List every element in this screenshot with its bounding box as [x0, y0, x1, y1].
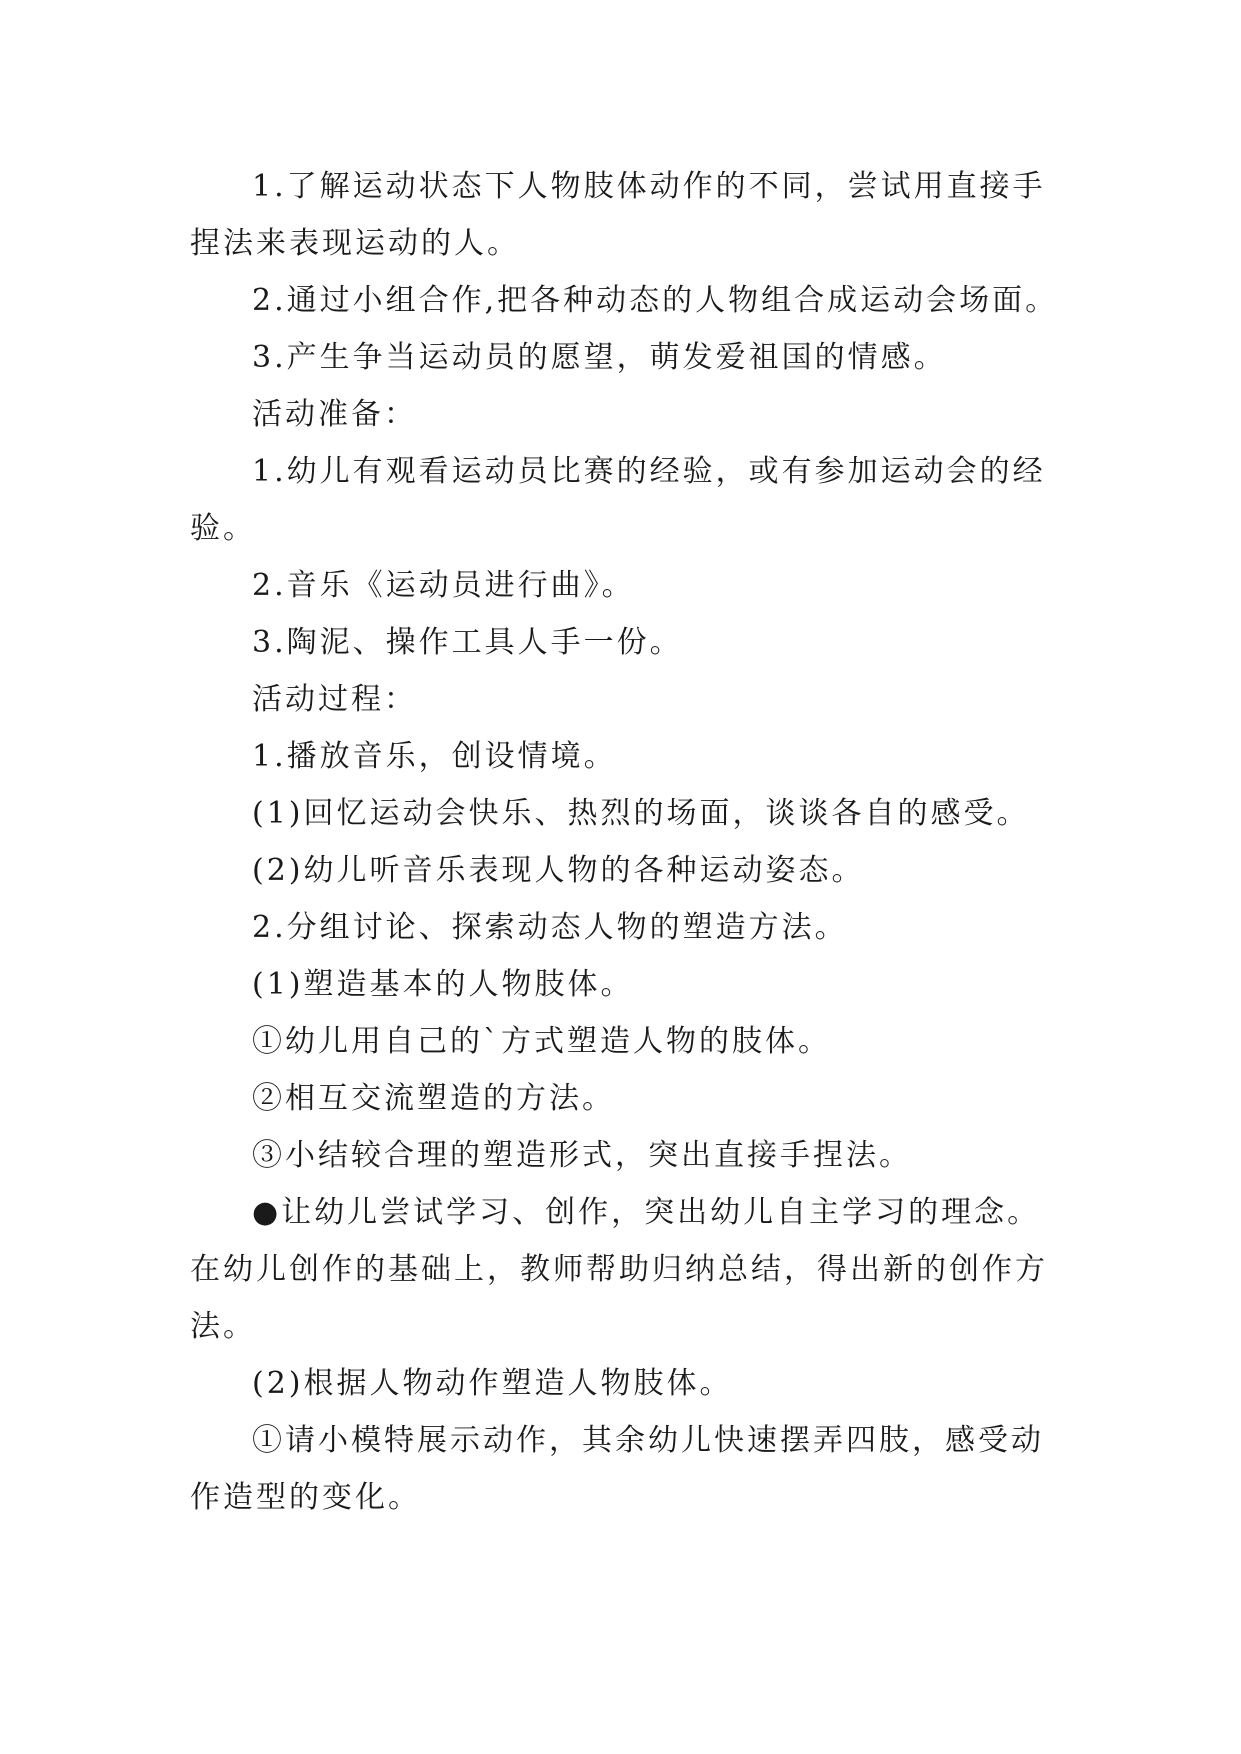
preparation-2: 2.音乐《运动员进行曲》。	[252, 568, 635, 603]
process-step-2: 2.分组讨论、探索动态人物的塑造方法。	[252, 910, 848, 945]
preparation-1: 1.幼儿有观看运动员比赛的经验，或有参加运动会的经验。	[190, 454, 1046, 546]
objective-2: 2.通过小组合作,把各种动态的人物组合成运动会场面。	[252, 283, 1059, 318]
objective-3: 3.产生争当运动员的愿望，萌发爱祖国的情感。	[252, 340, 947, 375]
process-step-2-sub-2: (2)根据人物动作塑造人物肢体。	[252, 1366, 733, 1401]
process-step-1: 1.播放音乐，创设情境。	[252, 739, 617, 774]
process-step-2-sub-1: (1)塑造基本的人物肢体。	[252, 967, 634, 1002]
process-step-2-sub-1-item-3: ③小结较合理的塑造形式，突出直接手捏法。	[252, 1138, 912, 1173]
section-heading-preparation: 活动准备：	[252, 397, 417, 432]
objective-1: 1.了解运动状态下人物肢体动作的不同，尝试用直接手捏法来表现运动的人。	[190, 169, 1046, 261]
process-step-2-sub-2-item-1: ①请小模特展示动作，其余幼儿快速摆弄四肢，感受动作造型的变化。	[190, 1423, 1044, 1515]
design-note: ●让幼儿尝试学习、创作，突出幼儿自主学习的理念。在幼儿创作的基础上，教师帮助归纳总结，得出新的创作方法。	[190, 1195, 1048, 1344]
process-step-1-sub-2: (2)幼儿听音乐表现人物的各种运动姿态。	[252, 853, 865, 888]
process-step-1-sub-1: (1)回忆运动会快乐、热烈的场面，谈谈各自的感受。	[252, 796, 1030, 831]
document-body	[190, 158, 1070, 1526]
preparation-3: 3.陶泥、操作工具人手一份。	[252, 625, 683, 660]
process-step-2-sub-1-item-1: ①幼儿用自己的`方式塑造人物的肢体。	[252, 1024, 831, 1059]
process-step-2-sub-1-item-2: ②相互交流塑造的方法。	[252, 1081, 615, 1116]
section-heading-process: 活动过程：	[252, 682, 417, 717]
